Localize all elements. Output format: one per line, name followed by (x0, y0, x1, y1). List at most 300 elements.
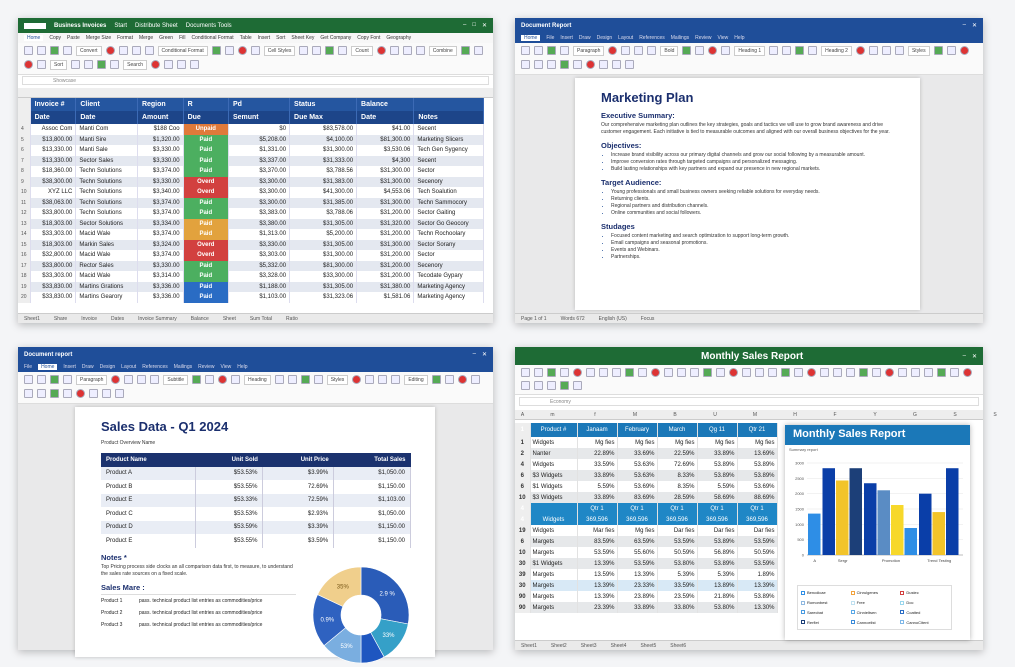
table-cell[interactable]: Mg fies (617, 525, 657, 536)
toolbar-icon[interactable] (164, 60, 173, 69)
toolbar-icon[interactable] (547, 368, 556, 377)
sheet-tab[interactable]: Dates (111, 315, 125, 322)
table-row[interactable] (101, 480, 411, 494)
minimize-icon[interactable]: – (463, 22, 467, 28)
sheet-tab[interactable]: Invoice Summary (138, 315, 177, 322)
column-letter[interactable]: M (632, 412, 638, 418)
ribbon-tab[interactable]: Merge (138, 35, 154, 41)
ribbon-tab[interactable]: Paste (67, 35, 80, 41)
table-cell[interactable]: 1.89% (737, 569, 777, 580)
toolbar-icon[interactable] (365, 375, 374, 384)
toolbar-icon[interactable] (768, 368, 777, 377)
status-badge[interactable]: Paid (183, 292, 228, 303)
table-cell[interactable]: 8.33% (657, 470, 697, 481)
toolbar-button[interactable]: Bold (660, 46, 678, 56)
table-cell[interactable]: $13,330.00 (30, 156, 76, 167)
ribbon-tab[interactable]: Home (38, 364, 57, 370)
close-icon[interactable]: ✕ (971, 353, 977, 360)
table-cell[interactable]: $31,305.00 (290, 240, 357, 251)
table-cell[interactable]: Sector (414, 250, 484, 261)
table-row[interactable] (18, 124, 484, 135)
toolbar-icon[interactable] (137, 375, 146, 384)
table-cell[interactable]: $3,374.00 (137, 166, 183, 177)
table-cell[interactable]: $33,800.00 (30, 261, 76, 272)
minimize-icon[interactable]: – (962, 22, 966, 28)
table-cell[interactable]: $33,800.00 (30, 208, 76, 219)
table-row[interactable] (18, 229, 484, 240)
ribbon-tab[interactable]: Fill (179, 35, 186, 41)
toolbar-icon[interactable] (445, 375, 454, 384)
table-cell[interactable]: 53.80% (657, 558, 697, 569)
toolbar-button[interactable]: Conditional Format (158, 46, 208, 56)
toolbar-icon[interactable] (608, 46, 617, 55)
table-cell[interactable]: $0 (228, 124, 289, 135)
table-cell[interactable]: 33.69% (617, 448, 657, 459)
table-cell[interactable]: Margets (530, 569, 577, 580)
toolbar-icon[interactable] (390, 46, 399, 55)
toolbar-icon[interactable] (599, 60, 608, 69)
ribbon-tab[interactable]: Layout (618, 35, 634, 41)
toolbar-icon[interactable] (521, 381, 530, 390)
toolbar-icon[interactable] (521, 60, 530, 69)
table-cell[interactable]: $1,103.00 (228, 292, 289, 303)
toolbar-icon[interactable] (560, 46, 569, 55)
toolbar-icon[interactable] (547, 381, 556, 390)
toolbar-icon[interactable] (391, 375, 400, 384)
toolbar-icon[interactable] (795, 46, 804, 55)
table-cell[interactable]: Product # (530, 423, 577, 437)
table-cell[interactable]: Secenory (414, 177, 484, 188)
table-cell[interactable]: 33.59% (577, 459, 617, 470)
close-icon[interactable]: ✕ (481, 23, 487, 29)
ribbon-tab[interactable]: Mailings (670, 35, 690, 41)
table-cell[interactable]: $3,336.00 (137, 292, 183, 303)
table-cell[interactable]: Macid Wale (76, 250, 138, 261)
table-cell[interactable]: 369,596 (697, 514, 737, 525)
toolbar-icon[interactable] (301, 375, 310, 384)
table-row[interactable] (515, 459, 777, 470)
toolbar-icon[interactable] (534, 46, 543, 55)
toolbar-icon[interactable] (231, 375, 240, 384)
table-cell[interactable]: Secenory (414, 261, 484, 272)
table-cell[interactable]: 13.89% (697, 580, 737, 591)
table-cell[interactable]: Qtr 21 (737, 423, 777, 437)
ribbon-tab[interactable]: Mailings (173, 364, 193, 370)
toolbar-icon[interactable] (24, 389, 33, 398)
toolbar-icon[interactable] (76, 389, 85, 398)
toolbar-icon[interactable] (71, 60, 80, 69)
toolbar-icon[interactable] (212, 46, 221, 55)
toolbar-button[interactable]: Heading (244, 375, 271, 385)
table-cell[interactable]: Martins Gearory (76, 292, 138, 303)
toolbar-icon[interactable] (547, 60, 556, 69)
toolbar-icon[interactable] (742, 368, 751, 377)
table-cell[interactable]: Sector Solutions (76, 219, 138, 230)
table-cell[interactable]: $3,340.00 (137, 187, 183, 198)
table-cell[interactable]: 53.63% (617, 459, 657, 470)
table-cell[interactable]: 53.89% (697, 558, 737, 569)
toolbar-icon[interactable] (703, 368, 712, 377)
toolbar-icon[interactable] (859, 368, 868, 377)
bar[interactable] (905, 528, 918, 555)
toolbar-icon[interactable] (111, 375, 120, 384)
toolbar-button[interactable]: Heading 2 (821, 46, 852, 56)
table-cell[interactable]: $31,323.06 (290, 292, 357, 303)
status-badge[interactable]: Overd (183, 177, 228, 188)
table-cell[interactable]: Tecodate Gypary (414, 271, 484, 282)
table-cell[interactable]: $3,314.00 (137, 271, 183, 282)
ribbon-tab[interactable]: View (717, 35, 729, 41)
table-cell[interactable]: Secent (414, 124, 484, 135)
table-cell[interactable]: $3,374.00 (137, 229, 183, 240)
table-cell[interactable]: $33,300.00 (290, 271, 357, 282)
table-row[interactable] (18, 250, 484, 261)
toolbar-icon[interactable] (377, 46, 386, 55)
table-cell[interactable]: $31,300.00 (357, 240, 414, 251)
bar[interactable] (864, 483, 877, 555)
table-cell[interactable]: $31,300.00 (357, 198, 414, 209)
toolbar-icon[interactable] (50, 375, 59, 384)
column-header[interactable]: Due (183, 111, 228, 124)
table-cell[interactable]: $3,330.00 (228, 240, 289, 251)
toolbar-icon[interactable] (124, 375, 133, 384)
table-cell[interactable]: $83,578.00 (290, 124, 357, 135)
table-cell[interactable]: $31,385.00 (290, 198, 357, 209)
sheet-tab[interactable]: Ratio (286, 315, 298, 322)
table-cell[interactable]: 33.89% (577, 470, 617, 481)
column-header[interactable]: Semunt (228, 111, 289, 124)
table-cell[interactable]: 5.59% (697, 481, 737, 492)
table-row[interactable] (515, 448, 777, 459)
table-cell[interactable]: $33,830.00 (30, 292, 76, 303)
toolbar-icon[interactable] (885, 368, 894, 377)
table-cell[interactable]: $188 Coo (137, 124, 183, 135)
status-badge[interactable]: Paid (183, 282, 228, 293)
table-cell[interactable]: $81,300.00 (290, 261, 357, 272)
table-cell[interactable]: $3,370.00 (228, 166, 289, 177)
toolbar-icon[interactable] (924, 368, 933, 377)
toolbar-icon[interactable] (781, 368, 790, 377)
table-cell[interactable]: Mg fies (697, 437, 737, 448)
table-cell[interactable]: $3,337.00 (228, 156, 289, 167)
table-cell[interactable]: 28.59% (657, 492, 697, 503)
toolbar-icon[interactable] (37, 375, 46, 384)
ribbon-tab[interactable]: Help (237, 364, 248, 370)
toolbar-icon[interactable] (560, 381, 569, 390)
toolbar-icon[interactable] (84, 60, 93, 69)
table-row[interactable] (18, 177, 484, 188)
table-row[interactable] (18, 198, 484, 209)
status-badge[interactable]: Paid (183, 219, 228, 230)
column-letter[interactable]: S (953, 412, 957, 418)
table-cell[interactable]: $1,331.00 (228, 145, 289, 156)
toolbar-icon[interactable] (634, 46, 643, 55)
table-cell[interactable]: $3,374.00 (137, 250, 183, 261)
toolbar-icon[interactable] (664, 368, 673, 377)
table-cell[interactable]: 5.39% (657, 569, 697, 580)
table-row[interactable] (515, 481, 777, 492)
ribbon-tab[interactable]: Insert (257, 35, 271, 41)
table-cell[interactable]: 53.59% (657, 536, 697, 547)
table-cell[interactable]: $3,374.00 (137, 198, 183, 209)
bar[interactable] (850, 468, 863, 555)
toolbar-icon[interactable] (177, 60, 186, 69)
table-cell[interactable]: Techn Solutions (76, 166, 138, 177)
toolbar-icon[interactable] (690, 368, 699, 377)
toolbar-icon[interactable] (729, 368, 738, 377)
ribbon-tab[interactable]: References (142, 364, 168, 370)
table-cell[interactable]: Manti Com (76, 124, 138, 135)
table-cell[interactable]: 22.59% (657, 448, 697, 459)
table-cell[interactable]: $3,330.00 (137, 261, 183, 272)
table-row[interactable] (101, 521, 411, 535)
table-cell[interactable]: 13.30% (737, 602, 777, 613)
table-cell[interactable]: $31,200.00 (357, 261, 414, 272)
sheet-tab[interactable]: Sheet5 (640, 642, 657, 649)
table-cell[interactable]: $18,303.00 (30, 240, 76, 251)
toolbar-icon[interactable] (898, 368, 907, 377)
status-badge[interactable]: Paid (183, 145, 228, 156)
table-cell[interactable]: 53.89% (697, 536, 737, 547)
table-cell[interactable]: $3,380.00 (228, 219, 289, 230)
table-cell[interactable]: Marketing Slicers (414, 135, 484, 146)
toolbar-icon[interactable] (24, 60, 33, 69)
toolbar-icon[interactable] (119, 46, 128, 55)
table-cell[interactable]: 53.59% (577, 547, 617, 558)
toolbar-icon[interactable] (677, 368, 686, 377)
table-cell[interactable]: $3,788.56 (290, 166, 357, 177)
table-cell[interactable]: 23.59% (657, 591, 697, 602)
table-cell[interactable]: Techn Solutions (76, 198, 138, 209)
table-cell[interactable]: Techn Sammocory (414, 198, 484, 209)
table-cell[interactable]: $3,328.00 (228, 271, 289, 282)
toolbar-icon[interactable] (625, 368, 634, 377)
document-page[interactable] (75, 407, 435, 657)
table-cell[interactable]: Sector (414, 166, 484, 177)
table-cell[interactable]: $41.00 (357, 124, 414, 135)
toolbar-icon[interactable] (716, 368, 725, 377)
table-cell[interactable]: Manti Sire (76, 135, 138, 146)
toolbar-icon[interactable] (115, 389, 124, 398)
table-cell[interactable]: $5,200.00 (290, 229, 357, 240)
bar[interactable] (878, 490, 891, 555)
table-cell[interactable]: $31,383.00 (290, 177, 357, 188)
table-cell[interactable]: 53.80% (697, 602, 737, 613)
table-row[interactable] (515, 514, 777, 525)
ribbon-tab[interactable]: Sheet Key (291, 35, 315, 41)
ribbon-tab[interactable]: Insert (560, 35, 573, 41)
table-row[interactable] (18, 240, 484, 251)
table-cell[interactable]: Sector Go Geocory (414, 219, 484, 230)
toolbar-icon[interactable] (647, 46, 656, 55)
table-cell[interactable]: 369,596 (617, 514, 657, 525)
table-cell[interactable]: XYZ LLC (30, 187, 76, 198)
table-cell[interactable]: 23.39% (577, 602, 617, 613)
tab-distribute[interactable]: Distribute Sheet (135, 22, 178, 29)
table-cell[interactable]: $1,313.00 (228, 229, 289, 240)
table-cell[interactable]: $31,300.00 (290, 250, 357, 261)
toolbar-icon[interactable] (288, 375, 297, 384)
sheet-tab[interactable]: Share (53, 315, 68, 322)
column-letter[interactable]: H (793, 412, 797, 418)
column-header[interactable]: Date (30, 111, 76, 124)
status-badge[interactable]: Unpaid (183, 124, 228, 135)
toolbar-icon[interactable] (960, 46, 969, 55)
table-row[interactable] (18, 166, 484, 177)
toolbar-button[interactable]: Search (123, 60, 147, 70)
table-row[interactable] (515, 602, 777, 613)
table-cell[interactable]: 5.39% (697, 569, 737, 580)
table-cell[interactable]: $5,208.00 (228, 135, 289, 146)
toolbar-button[interactable]: Sort (50, 60, 67, 70)
toolbar-icon[interactable] (275, 375, 284, 384)
table-cell[interactable]: $3,330.00 (137, 145, 183, 156)
status-badge[interactable]: Overd (183, 187, 228, 198)
toolbar-icon[interactable] (89, 389, 98, 398)
table-cell[interactable]: $31,300.00 (290, 145, 357, 156)
table-cell[interactable]: 53.59% (737, 558, 777, 569)
table-cell[interactable]: $31,300.00 (357, 166, 414, 177)
table-cell[interactable]: 33.59% (657, 580, 697, 591)
table-cell[interactable]: Martins Grations (76, 282, 138, 293)
table-cell[interactable]: $33,303.00 (30, 271, 76, 282)
table-cell[interactable]: $3,324.00 (137, 240, 183, 251)
toolbar-button[interactable]: Paragraph (573, 46, 604, 56)
table-cell[interactable]: Assoc Com (30, 124, 76, 135)
table-cell[interactable]: $3,336.00 (137, 282, 183, 293)
status-badge[interactable]: Overd (183, 240, 228, 251)
toolbar-icon[interactable] (150, 375, 159, 384)
ribbon-tab[interactable]: Layout (121, 364, 137, 370)
ribbon-tab[interactable]: Help (734, 35, 745, 41)
table-cell[interactable]: 53.89% (697, 470, 737, 481)
table-cell[interactable]: Janaam (577, 423, 617, 437)
table-cell[interactable]: $31,320.00 (357, 219, 414, 230)
toolbar-icon[interactable] (721, 46, 730, 55)
table-cell[interactable]: $32,800.00 (30, 250, 76, 261)
table-row[interactable] (101, 467, 411, 481)
table-cell[interactable]: $41,300.00 (290, 187, 357, 198)
toolbar-icon[interactable] (314, 375, 323, 384)
ribbon-tab[interactable]: Review (695, 35, 712, 41)
table-cell[interactable]: Widgets (530, 525, 577, 536)
toolbar-icon[interactable] (820, 368, 829, 377)
column-header[interactable]: Balance (357, 98, 414, 111)
column-letter[interactable]: G (913, 412, 917, 418)
table-cell[interactable]: 33.89% (577, 492, 617, 503)
close-icon[interactable]: ✕ (481, 352, 487, 358)
tab-start[interactable]: Start (114, 22, 128, 29)
toolbar-button[interactable]: Subtitle (163, 375, 188, 385)
toolbar-icon[interactable] (638, 368, 647, 377)
table-cell[interactable]: $18,303.00 (30, 219, 76, 230)
table-cell[interactable]: Marketing Agency (414, 292, 484, 303)
column-header[interactable]: Invoice # (30, 98, 76, 111)
toolbar-icon[interactable] (37, 60, 46, 69)
table-cell[interactable]: 369,596 (737, 514, 777, 525)
toolbar-icon[interactable] (682, 46, 691, 55)
toolbar-icon[interactable] (102, 389, 111, 398)
table-cell[interactable]: Sector Sales (76, 156, 138, 167)
column-letter[interactable]: Y (873, 412, 877, 418)
toolbar-icon[interactable] (947, 46, 956, 55)
toolbar-icon[interactable] (882, 46, 891, 55)
toolbar-icon[interactable] (461, 46, 470, 55)
table-row[interactable] (515, 492, 777, 503)
column-letter[interactable]: m (550, 412, 555, 418)
table-cell[interactable]: 13.39% (577, 591, 617, 602)
column-header[interactable]: Amount (137, 111, 183, 124)
table-cell[interactable]: 33.89% (697, 448, 737, 459)
table-cell[interactable]: $1,188.00 (228, 282, 289, 293)
tab-documents[interactable]: Documents Tools (185, 22, 232, 29)
column-header[interactable]: Pd (228, 98, 289, 111)
table-cell[interactable]: $3,330.00 (137, 156, 183, 167)
bar[interactable] (891, 505, 904, 555)
table-cell[interactable]: 13.39% (577, 558, 617, 569)
toolbar-button[interactable]: Combine (429, 46, 457, 56)
table-cell[interactable]: Nanter (530, 448, 577, 459)
table-cell[interactable]: 22.89% (577, 448, 617, 459)
ribbon-tab[interactable]: View (220, 364, 232, 370)
table-row[interactable] (515, 536, 777, 547)
table-row[interactable] (515, 547, 777, 558)
table-cell[interactable]: $4,553.06 (357, 187, 414, 198)
toolbar-icon[interactable] (251, 46, 260, 55)
table-cell[interactable]: Margets (530, 547, 577, 558)
toolbar-icon[interactable] (586, 368, 595, 377)
ribbon-tab[interactable]: Home (521, 35, 540, 41)
status-badge[interactable]: Paid (183, 198, 228, 209)
header-row[interactable] (515, 423, 777, 437)
table-cell[interactable]: 33.89% (617, 602, 657, 613)
table-cell[interactable]: $3,300.00 (228, 177, 289, 188)
toolbar-icon[interactable] (612, 60, 621, 69)
table-cell[interactable]: 55.60% (617, 547, 657, 558)
table-cell[interactable]: Rector Sales (76, 261, 138, 272)
table-cell[interactable]: Techn Rochoolary (414, 229, 484, 240)
table-cell[interactable]: Markin Sales (76, 240, 138, 251)
table-cell[interactable]: Qtr 1 (617, 503, 657, 514)
column-header[interactable]: Status (290, 98, 357, 111)
toolbar-icon[interactable] (325, 46, 334, 55)
toolbar-icon[interactable] (432, 375, 441, 384)
toolbar-icon[interactable] (63, 375, 72, 384)
sheet-tab[interactable]: Sheet1 (521, 642, 537, 649)
table-cell[interactable]: Margets (530, 580, 577, 591)
table-cell[interactable]: Macid Wale (76, 271, 138, 282)
table-cell[interactable]: Qtr 1 (657, 503, 697, 514)
toolbar-icon[interactable] (934, 46, 943, 55)
sheet-tab[interactable]: Words 672 (560, 315, 585, 322)
table-cell[interactable]: $33,830.00 (30, 282, 76, 293)
table-cell[interactable]: Mar fies (577, 525, 617, 536)
toolbar-button[interactable]: Styles (908, 46, 930, 56)
toolbar-icon[interactable] (963, 368, 972, 377)
toolbar-icon[interactable] (534, 368, 543, 377)
table-cell[interactable]: $3,300.00 (228, 198, 289, 209)
toolbar-button[interactable]: Convert (76, 46, 102, 56)
ribbon-tab[interactable]: Sort (276, 35, 286, 41)
ribbon-tab[interactable]: Table (239, 35, 252, 41)
table-cell[interactable]: $38,063.00 (30, 198, 76, 209)
maximize-icon[interactable]: □ (472, 22, 476, 28)
table-cell[interactable]: 13.39% (577, 580, 617, 591)
sheet-tab[interactable]: Balance (190, 315, 209, 322)
table-cell[interactable]: Tech Soalution (414, 187, 484, 198)
table-cell[interactable]: 5.59% (577, 481, 617, 492)
toolbar-icon[interactable] (534, 60, 543, 69)
